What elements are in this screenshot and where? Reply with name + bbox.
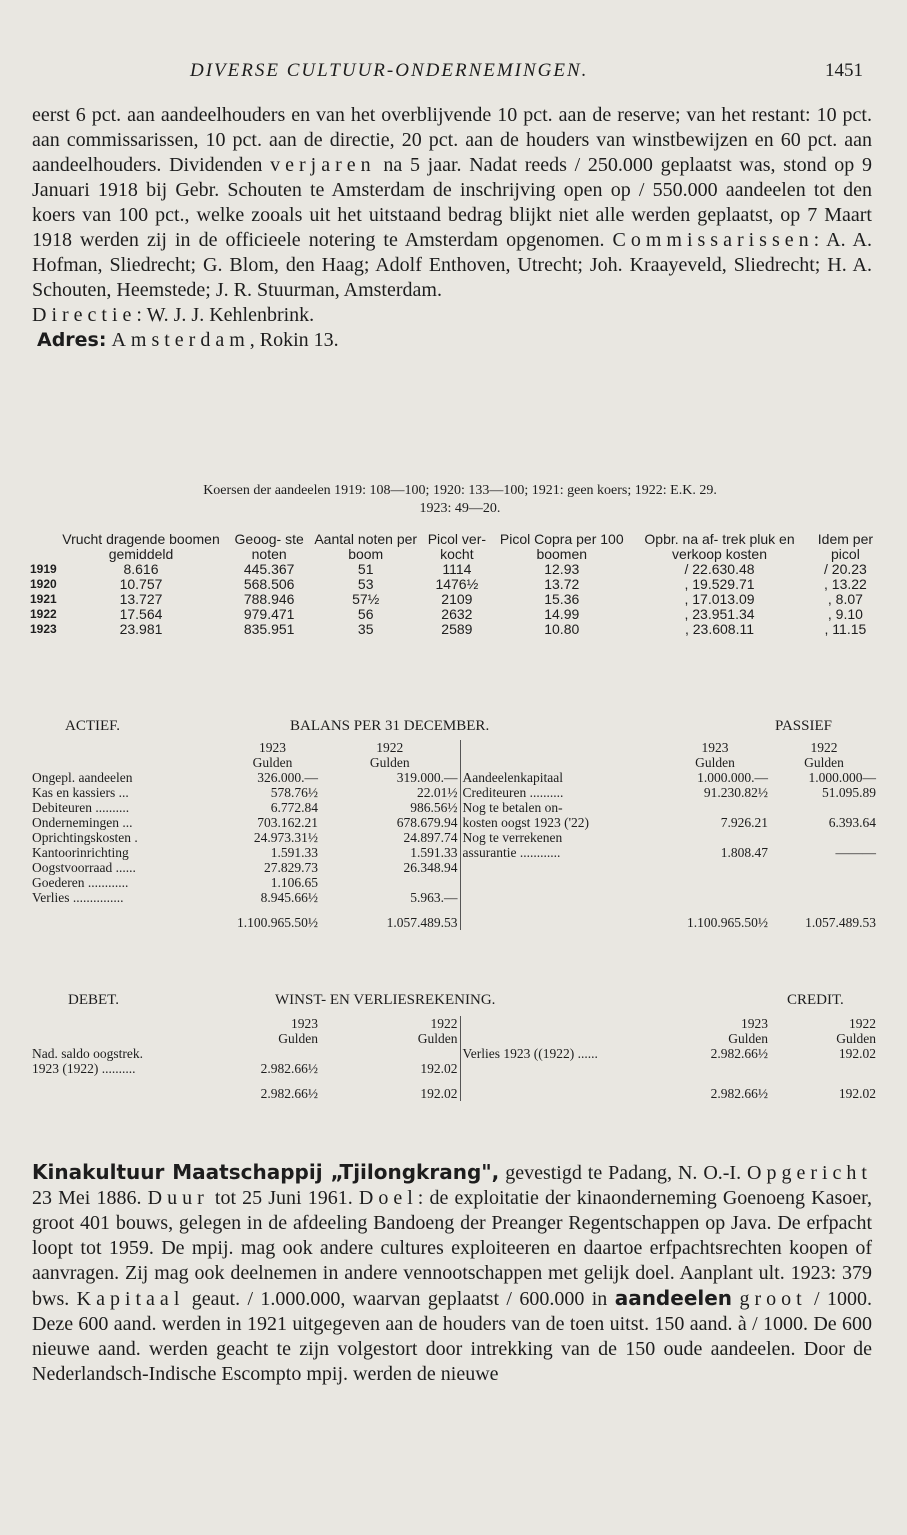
- passief-value-1922: 51.095.89: [822, 785, 876, 800]
- table-row: [30, 622, 880, 637]
- balance-cell: [30, 740, 225, 755]
- passief-value-1922: ———: [835, 845, 876, 860]
- actief-value-1922: 5.963.—: [410, 890, 458, 905]
- production-cell: 1921: [30, 592, 57, 606]
- table-row: [30, 592, 880, 607]
- production-cell: 568.506: [243, 576, 295, 592]
- production-cell: 1923: [30, 622, 57, 636]
- actief-value-1923: 27.829.73: [264, 860, 318, 875]
- actief-label: Kas en kassiers ...: [32, 785, 129, 800]
- koersen-line: Koersen der aandeelen 1919: 108—100; 1920: 133—100; 1921: geen koers; 1922: E.K. 29.: [203, 483, 717, 498]
- actief-value-1923: 24.973.31½: [253, 830, 318, 845]
- winst-total: 2.982.66½: [710, 1086, 768, 1101]
- directie-label: Directie: [32, 304, 137, 326]
- para1-text: eerst 6 pct. aan aandeelhouders en van het overblijvende 10 pct. aan de reserve; van het restant: 10 pct. aan commissarissen, 10 pct. aan de directie, 20 pct. aan de houders van winstbewijzen en 60 pct. aan aandeelhouders. Dividenden: [32, 104, 872, 176]
- adres-label: Adres:: [37, 329, 107, 351]
- production-col-header: Picol Copra per 100 boomen: [499, 531, 624, 562]
- company-paragraph-1: [32, 103, 872, 353]
- winst-debet-label: Nad. saldo oogstrek.: [32, 1046, 143, 1061]
- production-cell: , 9.10: [827, 606, 863, 622]
- koersen-block: [60, 482, 860, 518]
- para1-text: : A. A. Hofman, Sliedrecht; G. Blom, den Haag; Adolf Enthoven, Utrecht; Joh. Kraayeveld, Sliedrecht; H. A. Schouten, Heemstede; J. R. Stuurman, Amsterdam.: [32, 229, 872, 301]
- winst-currency: Gulden: [728, 1031, 768, 1046]
- passief-value-1923: [660, 800, 770, 815]
- para2-text: 23 Mei 1886.: [32, 1187, 148, 1209]
- production-cell: , 23.608.11: [684, 621, 755, 637]
- balance-cell: [30, 905, 225, 930]
- balance-total: 1.057.489.53: [805, 915, 876, 930]
- actief-value-1923: 8.945.66½: [260, 890, 318, 905]
- balance-total: 1.100.965.50½: [687, 915, 768, 930]
- doel-label: Doel: [358, 1187, 418, 1209]
- production-cell: 23.981: [119, 621, 163, 637]
- production-cell: 10.757: [119, 576, 163, 592]
- table-row: [30, 890, 878, 905]
- winst-year-1922: 1922: [430, 1016, 458, 1031]
- production-cell: , 13.22: [824, 576, 867, 592]
- table-row: [30, 770, 878, 785]
- winst-debet-value: 192.02: [420, 1061, 458, 1076]
- production-cell: 979.471: [243, 606, 295, 622]
- para2-text: geaut. / 1.000.000, waarvan geplaatst / 600.000 in: [184, 1288, 615, 1310]
- production-cell: 57½: [352, 591, 380, 607]
- table-row: [30, 562, 880, 577]
- winst-total: 192.02: [838, 1086, 876, 1101]
- winst-credit-value: 192.02: [838, 1046, 876, 1061]
- passief-label: Nog te betalen on-: [460, 800, 660, 815]
- winst-credit-value: 2.982.66½: [710, 1046, 768, 1061]
- table-row: [30, 815, 878, 830]
- balance-total: 1.100.965.50½: [237, 915, 318, 930]
- running-title: DIVERSE CULTUUR-ONDERNEMINGEN.: [190, 60, 589, 81]
- opgericht-label: Opgericht: [747, 1162, 872, 1184]
- aandeelen-label: aandeelen: [614, 1286, 733, 1310]
- para2-text: tot 25 Juni 1961.: [208, 1187, 359, 1209]
- passief-label: Aandeelenkapitaal: [460, 770, 660, 785]
- actief-value-1923: 6.772.84: [270, 800, 318, 815]
- production-cell: 2109: [441, 591, 473, 607]
- production-table: [30, 532, 880, 637]
- balance-year: 1923: [701, 740, 729, 755]
- production-cell: 51: [357, 561, 374, 577]
- passief-value-1922: [770, 830, 878, 845]
- actief-value-1922: 678.679.94: [396, 815, 458, 830]
- actief-value-1922: 319.000.—: [396, 770, 458, 785]
- balance-currency-row: [30, 755, 878, 770]
- balance-year: 1923: [259, 740, 286, 755]
- balance-cell: [660, 875, 770, 890]
- production-cell: 2632: [441, 606, 473, 622]
- production-col-header: Idem per picol: [817, 531, 874, 562]
- winst-year-1922: 1922: [849, 1016, 876, 1031]
- balance-cell: [460, 755, 660, 770]
- winst-debet-value: 2.982.66½: [260, 1061, 318, 1076]
- actief-label: Kantoorinrichting: [32, 845, 129, 860]
- balance-cell: [460, 890, 660, 905]
- passief-value-1922: 1.000.000—: [808, 770, 876, 785]
- actief-value-1922: 22.01½: [417, 785, 458, 800]
- production-cell: 17.564: [119, 606, 163, 622]
- balance-cell: [660, 890, 770, 905]
- para1-text: na 5 jaar. Nadat reeds / 250.000 geplaatst was, stond op 9 Januari 1918 bij Gebr. Schouten te Amsterdam de inschrijving open op / 550.000 aandeelen tot den koers van 100 pct., welke zooals uit het uitstaand bedrag blijkt niet alle werden geplaatst, op 7 Maart 1918 werden zij in de officieele notering te Amsterdam opgenomen.: [32, 154, 872, 251]
- para2-text: gevestigd te Padang, N. O.-I.: [499, 1162, 748, 1184]
- passief-label: kosten oogst 1923 ('22): [460, 815, 660, 830]
- actief-value-1923: 1.591.33: [270, 845, 318, 860]
- actief-label: Ongepl. aandeelen: [32, 770, 133, 785]
- balance-title: BALANS PER 31 DECEMBER.: [290, 718, 490, 734]
- production-col-header: Geoog- ste noten: [234, 531, 304, 562]
- table-row: [30, 785, 878, 800]
- balance-year: 1922: [810, 740, 838, 755]
- actief-label: Oogstvoorraad ......: [32, 860, 136, 875]
- production-cell: 1920: [30, 577, 57, 591]
- actief-label: Debiteuren ..........: [32, 800, 130, 815]
- winst-currency: Gulden: [836, 1031, 876, 1046]
- passief-label: Crediteuren ..........: [460, 785, 660, 800]
- passief-value-1923: 1.000.000.—: [697, 770, 768, 785]
- actief-value-1922: 24.897.74: [403, 830, 458, 845]
- production-cell: , 11.15: [824, 621, 867, 637]
- winst-currency: Gulden: [417, 1031, 458, 1046]
- production-cell: 788.946: [243, 591, 295, 607]
- actief-label: Verlies ...............: [32, 890, 124, 905]
- table-row: [30, 860, 878, 875]
- actief-label: Ondernemingen ...: [32, 815, 133, 830]
- balance-year-row: [30, 740, 878, 755]
- balance-total: 1.057.489.53: [386, 915, 458, 930]
- actief-value-1923: 326.000.—: [257, 770, 318, 785]
- balance-currency: Gulden: [252, 755, 293, 770]
- commissarissen-label: Commissarissen: [612, 229, 814, 251]
- table-row: [30, 607, 880, 622]
- production-cell: 835.951: [243, 621, 295, 637]
- balance-currency: Gulden: [804, 755, 844, 770]
- production-cell: 2589: [441, 621, 473, 637]
- table-row: [30, 830, 878, 845]
- actief-value-1923: 578.76½: [270, 785, 318, 800]
- balance-total-row: [30, 905, 878, 930]
- duur-label: Duur: [147, 1187, 209, 1209]
- production-col-header: Opbr. na af- trek pluk en verkoop kosten: [644, 531, 795, 562]
- balance-cell: [460, 905, 660, 930]
- winst-title: WINST- EN VERLIESREKENING.: [275, 992, 496, 1008]
- para1-spaced: verjaren: [270, 154, 376, 176]
- production-cell: , 23.951.34: [684, 606, 755, 622]
- production-cell: 10.80: [544, 621, 580, 637]
- balance-cell: [460, 740, 660, 755]
- winst-year-1923: 1923: [291, 1016, 318, 1031]
- production-cell: / 20.23: [824, 561, 867, 577]
- production-cell: 35: [357, 621, 374, 637]
- winst-left-title: DEBET.: [68, 992, 119, 1008]
- balance-cell: [460, 875, 660, 890]
- balance-year: 1922: [376, 740, 404, 755]
- passief-label: Nog te verrekenen: [460, 830, 660, 845]
- winst-debet-label: 1923 (1922) ..........: [32, 1061, 136, 1076]
- passief-value-1923: 7.926.21: [720, 815, 768, 830]
- winst-table: [30, 1016, 878, 1101]
- winst-right-title: CREDIT.: [787, 992, 844, 1008]
- adres-rest: , Rokin 13.: [249, 329, 339, 351]
- winst-total: 192.02: [420, 1086, 458, 1101]
- balance-cell: [660, 860, 770, 875]
- production-cell: 1476½: [435, 576, 479, 592]
- para2-text: : de exploitatie der kinaonderneming Goenoeng Kasoer, groot 401 bouws, gelegen in de afdeeling Bandoeng der Preanger Regentschappen op Java. De erfpacht loopt tot 1959. De mpij. mag ook andere cultures exploiteeren en daartoe erfpachtsrechten koopen of aanvragen. Zij mag ook deelnemen in andere vennootschappen met gelijk doel. Aanplant ult. 1923: 379 bws.: [32, 1187, 873, 1310]
- production-cell: , 8.07: [827, 591, 863, 607]
- table-row: [30, 800, 878, 815]
- production-col-header: Aantal noten per boom: [314, 531, 418, 562]
- groot-label: groot: [739, 1288, 807, 1310]
- balance-cell: [770, 875, 878, 890]
- actief-value-1923: 1.106.65: [270, 875, 318, 890]
- production-cell: , 19.529.71: [684, 576, 755, 592]
- winst-total: 2.982.66½: [260, 1086, 318, 1101]
- passief-value-1922: 6.393.64: [828, 815, 876, 830]
- koersen-line: 1923: 49—20.: [419, 501, 501, 516]
- winst-credit-label: Verlies 1923 ((1922) ......: [460, 1046, 660, 1061]
- company-name: Kinakultuur Maatschappij „Tjilongkrang",: [32, 1160, 500, 1184]
- passief-label: assurantie ............: [460, 845, 660, 860]
- balance-currency: Gulden: [695, 755, 735, 770]
- balance-cell: [460, 860, 660, 875]
- passief-value-1923: 1.808.47: [720, 845, 768, 860]
- production-cell: 1114: [442, 561, 472, 577]
- actief-label: Oprichtingskosten .: [32, 830, 138, 845]
- actief-value-1922: [320, 875, 460, 890]
- production-cell: 13.72: [544, 576, 580, 592]
- actief-value-1922: 1.591.33: [410, 845, 458, 860]
- page-number: 1451: [825, 60, 863, 81]
- balance-currency: Gulden: [369, 755, 410, 770]
- production-header-row: [30, 532, 880, 562]
- production-cell: 12.93: [544, 561, 580, 577]
- adres-city: Amsterdam: [111, 329, 250, 351]
- balance-table: [30, 740, 878, 930]
- production-col-header: Vrucht dragende boomen gemiddeld: [62, 531, 220, 562]
- production-cell: 14.99: [544, 606, 580, 622]
- production-cell: 56: [357, 606, 374, 622]
- production-cell: 13.727: [119, 591, 163, 607]
- production-cell: 1919: [30, 562, 57, 576]
- production-cell: , 17.013.09: [684, 591, 755, 607]
- balance-right-title: PASSIEF: [775, 718, 832, 734]
- actief-value-1922: 986.56½: [410, 800, 458, 815]
- production-body: [30, 562, 880, 637]
- balance-left-title: ACTIEF.: [65, 718, 121, 734]
- table-row: [30, 875, 878, 890]
- production-cell: 8.616: [123, 561, 159, 577]
- production-cell: 1922: [30, 607, 57, 621]
- para1-text: : W. J. J. Kehlenbrink.: [136, 304, 315, 326]
- passief-value-1923: 91.230.82½: [703, 785, 768, 800]
- balance-cell: [30, 755, 225, 770]
- actief-value-1923: 703.162.21: [257, 815, 318, 830]
- production-cell: 15.36: [544, 591, 580, 607]
- production-cell: 445.367: [243, 561, 295, 577]
- actief-label: Goederen ............: [32, 875, 129, 890]
- winst-currency: Gulden: [278, 1031, 318, 1046]
- table-row: [30, 845, 878, 860]
- production-cell: / 22.630.48: [684, 561, 755, 577]
- passief-value-1923: [660, 830, 770, 845]
- balance-cell: [770, 860, 878, 875]
- production-col-header: [30, 532, 57, 562]
- para2-text: / 1000. Deze 600 aand. werden in 1921 uitgegeven aan de houders van de toen uitst. 150 aand. à / 1000. De 600 nieuwe aand. werden geacht te zijn volgestort door intrekking van de 150 oude aandeelen. Door de Nederlandsch-Indische Escompto mpij. werden de nieuwe: [32, 1288, 872, 1385]
- balance-cell: [770, 890, 878, 905]
- production-cell: 53: [357, 576, 374, 592]
- production-col-header: Picol ver- kocht: [427, 531, 487, 562]
- table-row: [30, 577, 880, 592]
- actief-value-1922: 26.348.94: [403, 860, 458, 875]
- balance-body: [30, 740, 878, 930]
- company-paragraph-2: [32, 1160, 872, 1387]
- winst-year-1923: 1923: [741, 1016, 768, 1031]
- passief-value-1922: [770, 800, 878, 815]
- kapitaal-label: Kapitaal: [76, 1288, 185, 1310]
